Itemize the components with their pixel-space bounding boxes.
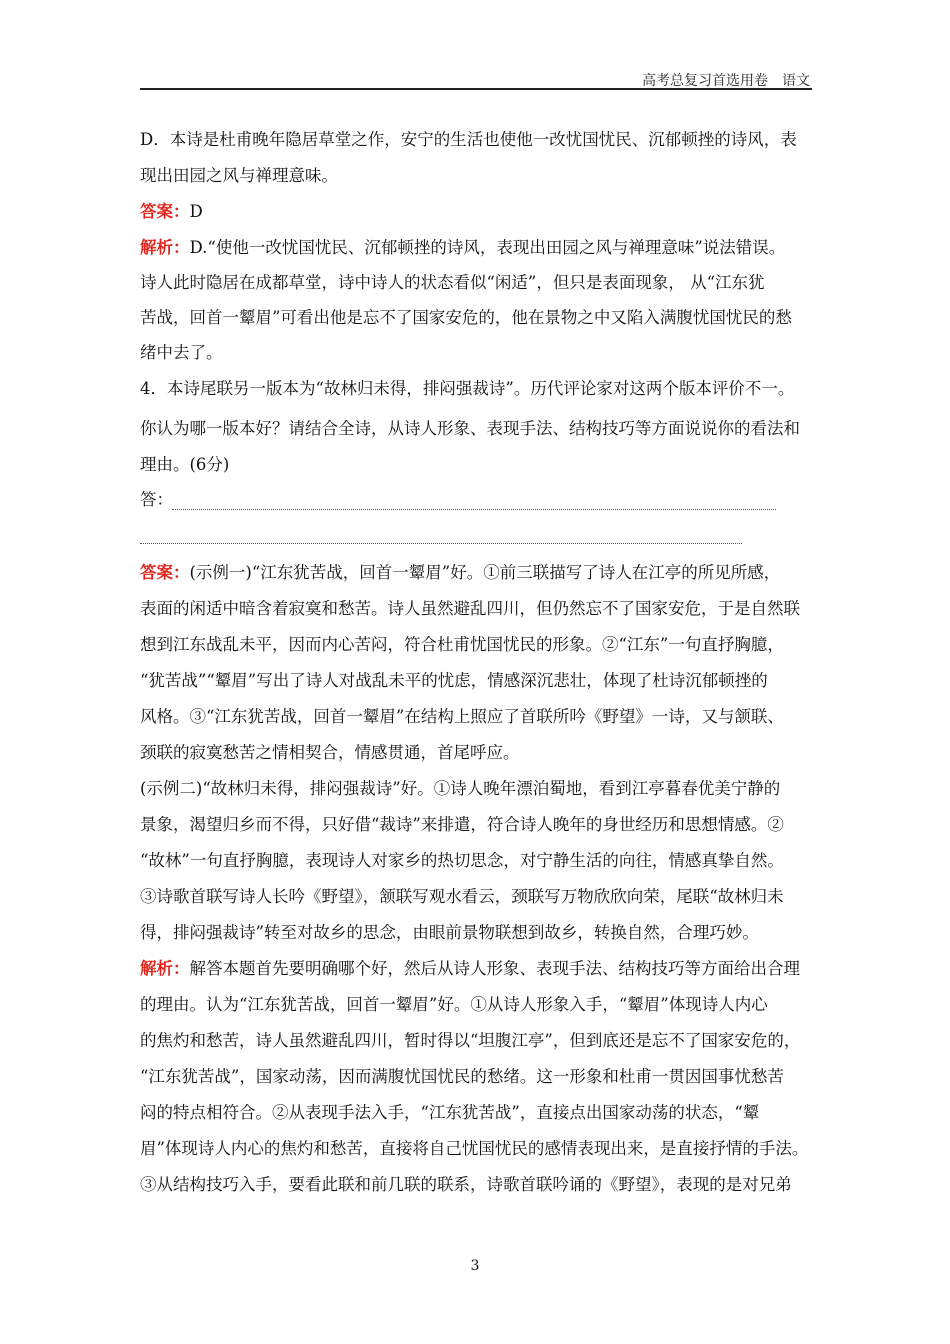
question-line: 理由。(6分) — [140, 455, 230, 474]
analysis-line: 绪中去了。 — [140, 343, 223, 362]
page-number: 3 — [470, 1258, 480, 1274]
answer-line: ③诗歌首联写诗人长吟《野望》，颔联写观水看云，颈联写万物欣欣向荣，尾联“故林归未 — [140, 887, 784, 906]
analysis-line — [140, 238, 785, 258]
answer-blank-line[interactable] — [140, 543, 742, 544]
analysis-label: 解析： — [140, 238, 190, 257]
answer-prompt: 答： — [140, 490, 173, 509]
answer-text: (示例一)“江东犹苦战，回首一颦眉”好。①前三联描写了诗人在江亭的所见所感， — [189, 563, 781, 582]
analysis-line: 眉”体现诗人内心的焦灼和愁苦，直接将自己忧国忧民的感情表现出来，是直接抒情的手法。 — [140, 1139, 809, 1158]
analysis-line: 苦战，回首一颦眉”可看出他是忘不了国家安危的，他在景物之中又陷入满腹忧国忧民的愁 — [140, 308, 792, 327]
answer-line: 风格。③“江东犹苦战，回首一颦眉”在结构上照应了首联所吟《野望》一诗，又与颔联、 — [140, 707, 784, 726]
answer-line: 得，排闷强裁诗”转至对故乡的思念，由眼前景物联想到故乡，转换自然，合理巧妙。 — [140, 923, 759, 942]
answer-line: 颈联的寂寞愁苦之情相契合，情感贯通，首尾呼应。 — [140, 743, 520, 762]
analysis-line: 的理由。认为“江东犹苦战，回首一颦眉”好。①从诗人形象入手，“颦眉”体现诗人内心 — [140, 995, 768, 1014]
analysis-text: 解答本题首先要明确哪个好，然后从诗人形象、表现手法、结构技巧等方面给出合理 — [189, 959, 800, 978]
analysis-line — [140, 959, 800, 979]
answer-line: (示例二)“故林归未得，排闷强裁诗”好。①诗人晚年漂泊蜀地，看到江亭暮春优美宁静的 — [140, 779, 781, 798]
answer-text: D — [189, 202, 203, 221]
option-d-line: D．本诗是杜甫晚年隐居草堂之作，安宁的生活也使他一改忧国忧民、沉郁顿挫的诗风，表 — [140, 130, 797, 149]
analysis-line: 的焦灼和愁苦，诗人虽然避乱四川，暂时得以“坦腹江亭”，但到底还是忘不了国家安危的， — [140, 1031, 801, 1050]
answer-line: 景象，渴望归乡而不得，只好借“裁诗”来排遣，符合诗人晚年的身世经历和思想情感。② — [140, 815, 784, 834]
analysis-text: D.“使他一改忧国忧民、沉郁顿挫的诗风，表现出田园之风与禅理意味”说法错误。 — [189, 238, 786, 257]
answer-line: “犹苦战”“颦眉”写出了诗人对战乱未平的忧虑，情感深沉悲壮，体现了杜诗沉郁顿挫的 — [140, 671, 768, 690]
analysis-line: 诗人此时隐居在成都草堂，诗中诗人的状态看似“闲适”，但只是表面现象， 从“江东犹 — [140, 273, 765, 292]
analysis-line: 闷的特点相符合。②从表现手法入手，“江东犹苦战”，直接点出国家动荡的状态，“颦 — [140, 1103, 760, 1122]
analysis-line: ③从结构技巧入手，要看此联和前几联的联系，诗歌首联吟诵的《野望》，表现的是对兄弟 — [140, 1175, 792, 1194]
question-line: 你认为哪一版本好？请结合全诗，从诗人形象、表现手法、结构技巧等方面说说你的看法和 — [140, 419, 800, 438]
answer-line — [140, 563, 780, 583]
question-line: 4．本诗尾联另一版本为“故林归未得，排闷强裁诗”。历代评论家对这两个版本评价不一。 — [140, 379, 795, 398]
running-header: 高考总复习首选用卷 语文 — [642, 73, 810, 89]
answer-blank-line[interactable] — [172, 509, 776, 510]
answer-label: 答案： — [140, 202, 190, 221]
answer-line: 想到江东战乱未平，因而内心苦闷，符合杜甫忧国忧民的形象。②“江东”一句直抒胸臆， — [140, 635, 784, 654]
answer-line: “故林”一句直抒胸臆，表现诗人对家乡的热切思念，对宁静生活的向往，情感真挚自然。 — [140, 851, 784, 870]
answer-line: 表面的闲适中暗含着寂寞和愁苦。诗人虽然避乱四川，但仍然忘不了国家安危，于是自然联 — [140, 599, 800, 618]
analysis-label: 解析： — [140, 959, 190, 978]
answer-label: 答案： — [140, 563, 190, 582]
option-d-line: 现出田园之风与禅理意味。 — [140, 166, 338, 185]
analysis-line: “江东犹苦战”，国家动荡，因而满腹忧国忧民的愁绪。这一形象和杜甫一贯因国事忧愁苦 — [140, 1067, 784, 1086]
answer-line — [140, 202, 203, 222]
header-divider — [140, 88, 812, 90]
